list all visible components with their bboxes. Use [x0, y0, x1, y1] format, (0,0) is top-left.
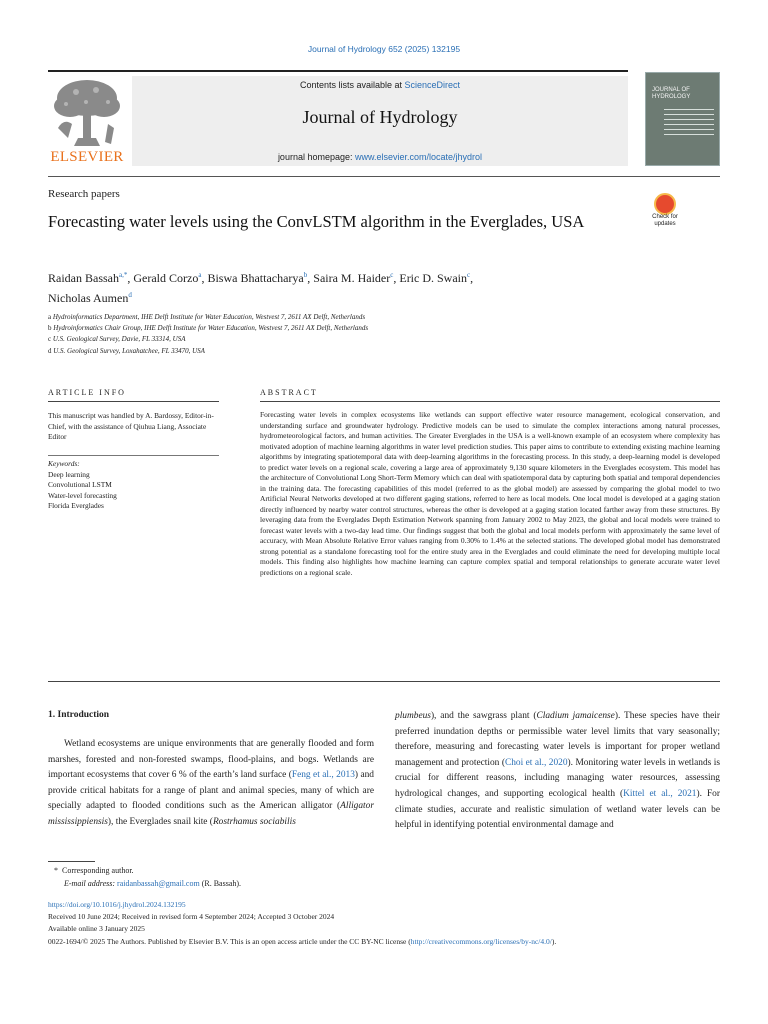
affiliation-letter: d	[48, 346, 52, 355]
affiliation	[48, 312, 648, 323]
author-separator: ,	[307, 271, 314, 285]
license-statement	[48, 936, 720, 948]
affiliation-text: U.S. Geological Survey, Loxahatchee, FL 33470, USA	[51, 346, 205, 355]
affiliation-letter: b	[48, 324, 52, 333]
header-rule	[48, 70, 628, 72]
license-prefix: 0022-1694/© 2025 The Authors. Published by Elsevier B.V. This is an open access article under the CC BY-NC license (	[48, 937, 411, 946]
journal-title[interactable]: Journal of Hydrology	[302, 107, 458, 127]
journal-cover[interactable]	[645, 72, 720, 166]
author-affiliation-mark[interactable]: a	[198, 271, 202, 279]
author-name[interactable]: Gerald Corzo	[133, 271, 199, 285]
author-separator: ,	[127, 271, 134, 285]
abstract-heading: ABSTRACT	[260, 388, 318, 397]
check-for-updates-button[interactable]	[646, 193, 684, 229]
body-text: ), and the sawgrass plant (	[430, 711, 537, 721]
abstract-text: Forecasting water levels in complex ecosystems like wetlands can support effective water resource management, ecological conservation, and understanding surface and groundwater hydrology. Predictive models can be used to simulate the complex interactions among natural processes, hydrometeorological factors, and human activities. The Greater Everglades in the USA is a well-known example of an ecosystem where complexity has motivated adoption of machine learning algorithms in water level prediction studies. This paper aims to contribute to extending existing machine learning algorithms by integrating spatiotemporal data with deep-learning algorithms in the forecasting process. In this study, a deep-learning model is developed to predict water levels on a regional scale, covering a large area of approximately 9,130 square kilometers in the Everglades ecosystem. This model has the architecture of Convolutional Long Short-Term Memory which can deal with spatiotemporal data by capturing both spatial and temporal dependencies in the training data. The forecasting capabilities of this model (referred to as the global model) are assessed by comparing the global model to two Artificial Neural Networks developed at two different gaging stations, referred to here as local models. One local model is developed at a gaging station directly influenced by nearby water control structures, whereas the other is developed at a gaging station located farther away from these structures. By leveraging data from the Everglades Depth Estimation Network spanning from January 2002 to May 2023, the global and local models were trained to forecast water levels with a two-day lead time. Our findings suggest that both the global and local models perform with approximately the same level of accuracy, with Mean Absolute Relative Error values ranging from 0.30% to 1.4% at the selected stations. The developed global model has demonstrated strong potential as a standalone forecasting tool for the entire study area in the Everglades and could eliminate the need for developing multiple local models. This finding also highlights how machine learning can capture complex spatial and temporal relationships to generate accurate water level predictions on a regional scale.	[260, 410, 720, 577]
body-text: Wetland ecosystems are unique environments that are generally flooded and form marshes, forested and non-forested swamps, flood-plains, and bogs. Wetlands are important ecosystems that cover 6 % of the earth’s land surface (	[48, 739, 374, 781]
elsevier-logo[interactable]	[48, 76, 126, 166]
keywords-rule	[48, 455, 219, 456]
keyword: Deep learning	[48, 469, 90, 479]
intro-column-right	[395, 709, 720, 834]
cover-title: JOURNAL OF HYDROLOGY	[652, 87, 691, 100]
body-text: ). These species have their preferred inundation depths or permissible water level limits that vary seasonally; therefore, measuring and forecasting water levels is important for proper wetland management and protection (	[395, 711, 720, 768]
article-info-heading: ARTICLE INFO	[48, 388, 126, 397]
author-affiliation-mark[interactable]: c	[467, 271, 471, 279]
author-affiliation-mark[interactable]: b	[303, 271, 308, 279]
license-suffix: ).	[551, 937, 557, 946]
corresponding-label: Corresponding author.	[62, 866, 134, 875]
journal-reference[interactable]: Journal of Hydrology 652 (2025) 132195	[307, 44, 461, 54]
affiliation-text: Hydroinformatics Chair Group, IHE Delft Institute for Water Education, Westvest 7, 2611 AX Delft, Netherlands	[51, 324, 369, 333]
author-list	[48, 267, 648, 307]
header-bottom-rule	[48, 176, 720, 177]
body-text: ). For climate studies, accurate and realistic simulation of wetland water levels can be helpful in identifying potential environmental damage and	[395, 788, 720, 831]
online-date: Available online 3 January 2025	[48, 924, 145, 933]
author-separator: ,	[470, 271, 474, 285]
species-name: plumbeus	[395, 711, 431, 721]
handled-by-note: This manuscript was handled by A. Bardossy, Editor-in-Chief, with the assistance of Qiuhua Liang, Associate Editor	[48, 411, 214, 441]
affiliation	[48, 334, 648, 345]
update-badge-icon	[654, 193, 676, 215]
citation-link[interactable]: Kittel et al., 2021	[623, 788, 697, 799]
author-name[interactable]: Eric D. Swain	[399, 271, 468, 285]
intro-column-left	[48, 737, 374, 831]
received-dates: Received 10 June 2024; Received in revised form 4 September 2024; Accepted 3 October 2024	[48, 912, 335, 921]
affiliation-text: Hydroinformatics Department, IHE Delft Institute for Water Education, Westvest 7, 2611 AX Delft, Netherlands	[51, 313, 366, 321]
email-suffix: (R. Bassah).	[199, 879, 242, 888]
paper-title: Forecasting water levels using the ConvLSTM algorithm in the Everglades, USA	[48, 212, 585, 231]
author-affiliation-mark[interactable]: d	[128, 291, 132, 299]
keyword: Convolutional LSTM	[48, 480, 112, 489]
author-name[interactable]: Nicholas Aumen	[48, 291, 129, 305]
affiliation	[48, 323, 648, 334]
species-name: Cladium jamaicense	[536, 711, 615, 721]
affiliation-list	[48, 312, 648, 357]
author-affiliation-mark[interactable]: a,*	[119, 271, 128, 279]
body-text: ), the Everglades snail kite (	[107, 816, 213, 827]
article-info-rule	[48, 401, 219, 402]
email-note	[64, 879, 241, 888]
abstract-rule	[260, 401, 720, 402]
check-updates-label: Check for updates	[652, 214, 678, 227]
keywords-heading: Keywords:	[48, 459, 80, 468]
author-separator: ,	[393, 271, 400, 285]
author-name[interactable]: Biswa Bhattacharya	[207, 271, 304, 285]
author-name[interactable]: Raidan Bassah	[48, 271, 119, 285]
keywords-block	[48, 459, 219, 512]
citation-link[interactable]: Choi et al., 2020	[504, 757, 568, 768]
body-rule	[48, 681, 720, 682]
author-separator: ,	[201, 271, 208, 285]
footnote-rule	[48, 861, 95, 862]
footnote-star: *	[54, 866, 62, 875]
publisher-name: ELSEVIER	[50, 149, 124, 165]
affiliation	[48, 346, 648, 357]
species-name: Alligator mississippiensis	[48, 801, 374, 827]
affiliation-letter: a	[48, 313, 52, 321]
affiliation-text: U.S. Geological Survey, Davie, FL 33314, USA	[51, 335, 186, 344]
homepage-prefix: journal homepage:	[277, 152, 355, 162]
author-affiliation-mark[interactable]: c	[390, 271, 394, 279]
tree-icon	[48, 76, 126, 148]
corresponding-author-note	[54, 866, 134, 875]
journal-masthead	[132, 76, 628, 166]
affiliation-letter: c	[48, 335, 52, 344]
section-heading-introduction: 1. Introduction	[48, 710, 110, 720]
keyword: Florida Everglades	[48, 501, 104, 510]
body-text: ). Monitoring water levels in wetlands is crucial for different reasons, including managing water resources, assessing hydrological changes, and supporting ecological health (	[395, 757, 720, 799]
citation-link[interactable]: Feng et al., 2013	[291, 770, 355, 781]
contents-prefix: Contents lists available at	[299, 80, 405, 90]
email-label: E-mail address:	[64, 879, 116, 888]
contents-line	[132, 80, 628, 90]
doi-link[interactable]: https://doi.org/10.1016/j.jhydrol.2024.132195	[48, 900, 186, 909]
keyword: Water-level forecasting	[48, 490, 117, 500]
body-text: ) and provide critical habitats for a range of plant and animal species, many of which are specially adapted to flooded conditions such as the American alligator (	[48, 770, 374, 812]
species-name: Rostrhamus sociabilis	[212, 816, 296, 827]
sciencedirect-link[interactable]: ScienceDirect	[404, 80, 461, 90]
homepage-line	[132, 152, 628, 162]
author-name[interactable]: Saira M. Haider	[313, 271, 391, 285]
homepage-link[interactable]: www.elsevier.com/locate/jhydrol	[355, 152, 483, 162]
license-link[interactable]: http://creativecommons.org/licenses/by-nc/4.0/	[410, 937, 552, 946]
cover-contents-lines	[664, 109, 714, 139]
article-section: Research papers	[48, 188, 120, 200]
email-link[interactable]: raidanbassah@gmail.com	[117, 879, 200, 888]
